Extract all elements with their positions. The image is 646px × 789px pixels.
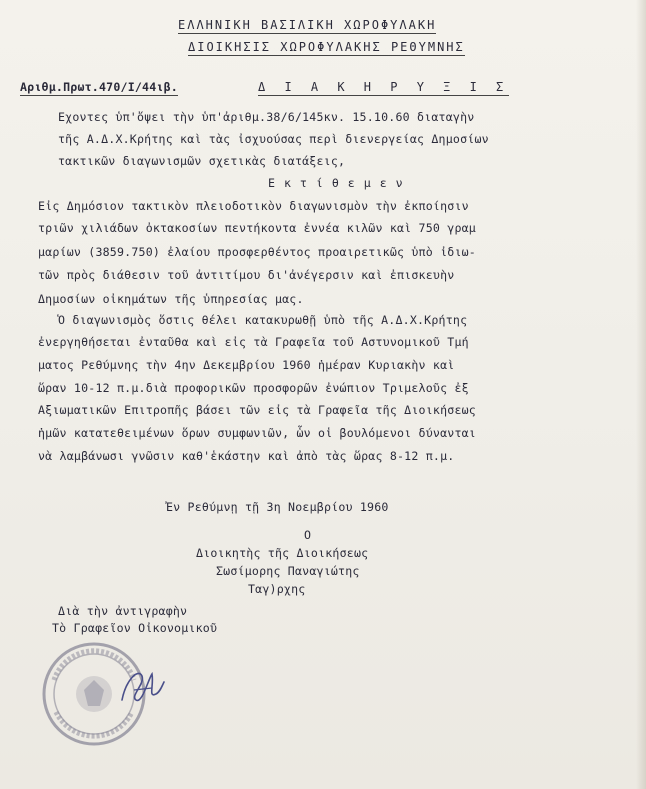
body-line: τακτικῶν διαγωνισμῶν σχετικὰς διατάξεις, [58,154,346,168]
body-line: Εἰς Δημόσιον τακτικὸν πλειοδοτικὸν διαγωνισμὸν τὴν ἐκποίησιν [38,199,469,213]
body-line: ματος Ρεθύμνης τὴν 4ην Δεκεμβρίου 1960 ἡμέραν Κυριακὴν καὶ [38,358,455,372]
body-line: Αξιωματικῶν Επιτροπῆς βάσει τῶν εἰς τὰ Γραφεῖα τῆς Διοικήσεως [38,403,476,417]
body-line: Ὁ διαγωνισμὸς ὅστις θέλει κατακυρωθῇ ὑπὸ τῆς Α.Δ.Χ.Κρήτης [58,313,468,327]
handwritten-signature [112,660,172,720]
paper-edge-shadow [636,0,646,789]
signatory-rank: Ταγ)ρχης [248,582,306,596]
certification-line-2: Τὸ Γραφεῖον Οἰκονομικοῦ [52,621,218,635]
body-line: ὥραν 10-12 π.μ.διὰ προφορικῶν προσφορῶν ἐνώπιον Τριμελοῦς ἐξ [38,381,469,395]
signatory-name: Σωσίμορης Παναγιώτης [216,564,360,578]
header-line-1: ΕΛΛΗΝΙΚΗ ΒΑΣΙΛΙΚΗ ΧΩΡΟΦΥΛΑΚΗ [178,18,437,32]
body-line: Δημοσίων οἰκημάτων τῆς ὑπηρεσίας μας. [38,292,304,306]
body-line: ἡμῶν κατατεθειμένων ὅρων συμφωνιῶν, ὧν οἱ βουλόμενοι δύνανται [38,426,476,440]
body-line: τῶν πρὸς διάθεσιν τοῦ ἀντιτίμου δι'ἀνέγερσιν καὶ ἐπισκευὴν [38,268,455,282]
body-line: ἐνεργηθήσεται ἐνταῦθα καὶ εἰς τὰ Γραφεῖα τοῦ Αστυνομικοῦ Τμή [38,335,469,349]
body-line: Εχοντες ὑπ'ὄψει τὴν ὑπ'ἀριθμ.38/6/145κν. 15.10.60 διαταγὴν [58,110,475,124]
reference-number: Αριθμ.Πρωτ.470/Ι/44ιβ. [20,80,178,94]
signatory-role: Διοικητὴς τῆς Διοικήσεως [196,546,369,560]
header-line-2: ΔΙΟΙΚΗΣΙΣ ΧΩΡΟΦΥΛΑΚΗΣ ΡΕΘΥΜΝΗΣ [188,40,465,54]
signatory-article: Ο [304,528,312,542]
place-date: Ἐν Ρεθύμνῃ τῇ 3η Νοεμβρίου 1960 [166,500,389,514]
body-line-ektithemen: Ε κ τ ί θ ε μ ε ν [268,176,404,190]
body-line: τριῶν χιλιάδων ὀκτακοσίων πεντήκοντα ἐννέα κιλῶν καὶ 750 γραμ [38,221,476,235]
body-line: τῆς Α.Δ.Χ.Κρήτης καὶ τὰς ἰσχυούσας περὶ διενεργείας Δημοσίων [58,132,489,146]
body-line: μαρίων (3859.750) ἐλαίου προσφερθέντος προαιρετικῶς ὑπὸ ἰδιω- [38,245,476,259]
certification-line-1: Διὰ τὴν ἀντιγραφὴν [58,604,188,618]
body-line: νὰ λαμβάνωσι γνῶσιν καθ'ἑκάστην καὶ ἀπὸ τὰς ὥρας 8-12 π.μ. [38,449,455,463]
document-title: Δ Ι Α Κ Η Ρ Υ Ξ Ι Σ [258,80,510,94]
